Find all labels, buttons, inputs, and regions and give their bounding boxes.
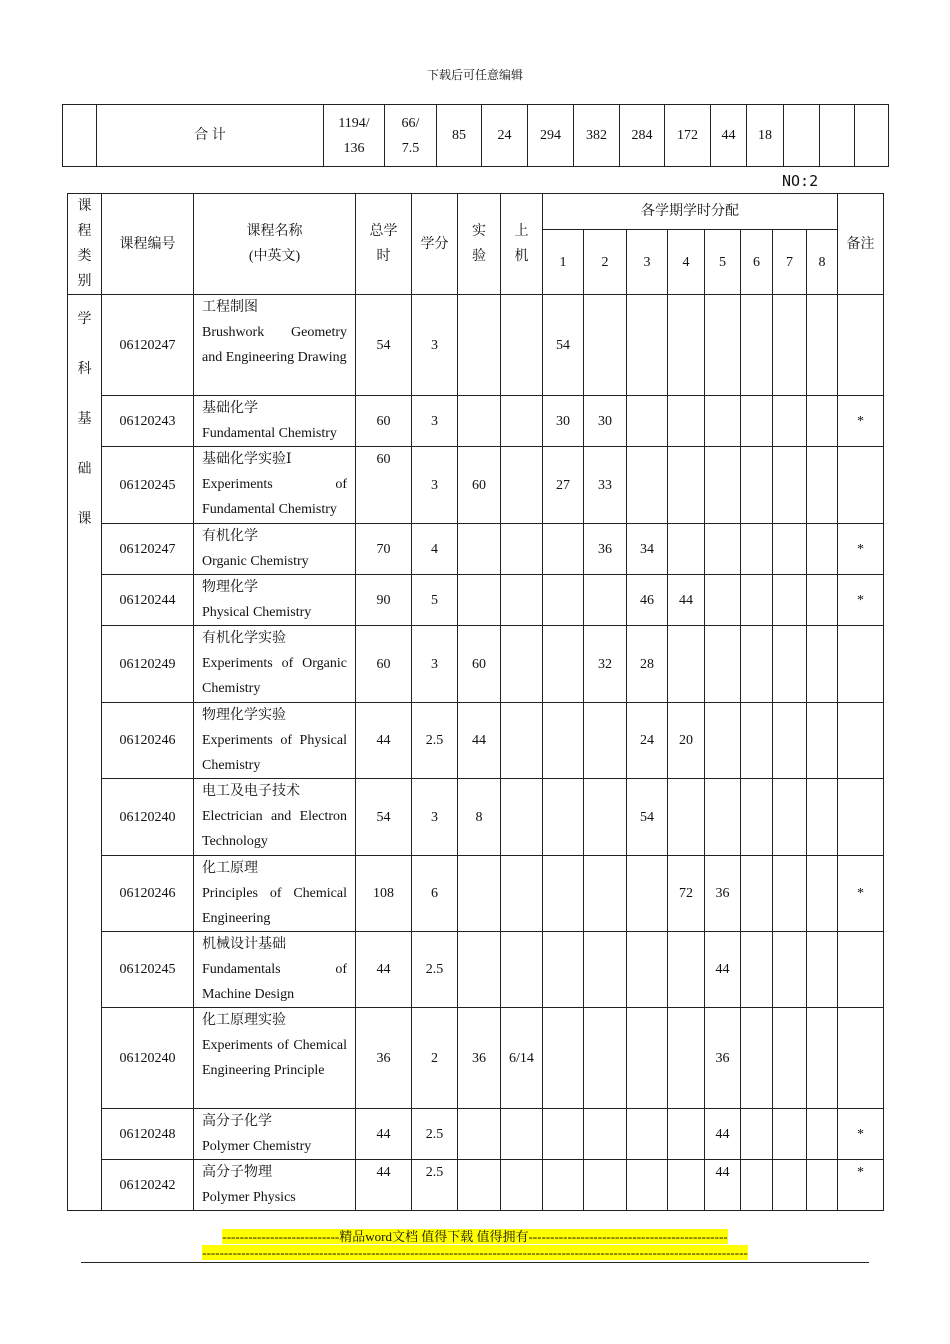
header-lab: 实 验	[458, 194, 501, 295]
course-s6	[741, 1008, 773, 1109]
course-lab	[458, 1160, 501, 1211]
course-s2	[584, 1008, 627, 1109]
course-name-cn: 基础化学实验Ⅰ	[202, 452, 292, 467]
course-name	[194, 856, 356, 932]
course-credit: 3	[412, 295, 458, 396]
course-s5	[705, 575, 741, 626]
course-s1	[543, 703, 584, 779]
course-remark	[838, 447, 884, 524]
course-s1	[543, 524, 584, 575]
course-name-cn: 基础化学	[202, 401, 258, 416]
totals-value: 382	[574, 105, 620, 167]
header-note: 下载后可任意编辑	[426, 68, 523, 82]
header-credit: 学分	[412, 194, 458, 295]
course-s7	[773, 703, 807, 779]
course-code: 06120246	[102, 703, 194, 779]
header-semester: 1	[543, 230, 584, 295]
header-semester: 5	[705, 230, 741, 295]
course-comp	[501, 575, 543, 626]
course-code: 06120244	[102, 575, 194, 626]
totals-value: 24	[482, 105, 528, 167]
table-row	[68, 295, 884, 396]
header-computer: 上 机	[501, 194, 543, 295]
course-name-cn: 机械设计基础	[202, 937, 286, 952]
course-lab	[458, 856, 501, 932]
course-s5	[705, 703, 741, 779]
table-row	[68, 1008, 884, 1109]
course-s6	[741, 1109, 773, 1160]
course-credit: 3	[412, 626, 458, 703]
course-name-en: Principles of Chemical Engineering	[202, 886, 347, 926]
header-category: 课 程 类 别	[68, 194, 102, 295]
course-s8	[807, 575, 838, 626]
table-row	[68, 447, 884, 524]
course-name-en: Physical Chemistry	[202, 605, 312, 620]
course-s3	[627, 1160, 668, 1211]
course-s3: 28	[627, 626, 668, 703]
course-hours: 44	[356, 703, 412, 779]
course-name-en: Experiments of Physical Chemistry	[202, 733, 347, 773]
header-semester: 6	[741, 230, 773, 295]
footer-divider	[81, 1262, 869, 1263]
totals-value	[855, 105, 889, 167]
table-row	[68, 524, 884, 575]
totals-value: 44	[711, 105, 747, 167]
course-s5	[705, 524, 741, 575]
header-semester-group: 各学期学时分配	[543, 194, 838, 230]
course-comp	[501, 856, 543, 932]
totals-row	[63, 105, 889, 167]
course-s5: 36	[705, 856, 741, 932]
course-lab	[458, 295, 501, 396]
course-s6	[741, 779, 773, 856]
course-code: 06120249	[102, 626, 194, 703]
course-name	[194, 703, 356, 779]
course-table	[67, 193, 884, 1211]
course-s7	[773, 1008, 807, 1109]
course-comp	[501, 1160, 543, 1211]
course-name	[194, 779, 356, 856]
course-hours: 60	[356, 626, 412, 703]
course-hours: 44	[356, 1109, 412, 1160]
course-s8	[807, 396, 838, 447]
course-hours: 60	[356, 447, 412, 524]
course-s5	[705, 396, 741, 447]
course-lab	[458, 396, 501, 447]
course-s4: 44	[668, 575, 705, 626]
course-name	[194, 447, 356, 524]
course-s6	[741, 932, 773, 1008]
course-comp	[501, 1109, 543, 1160]
course-lab: 44	[458, 703, 501, 779]
course-name-cn: 物理化学	[202, 580, 258, 595]
course-s7	[773, 295, 807, 396]
course-name-en: Organic Chemistry	[202, 554, 309, 569]
page-number: NO:2	[782, 172, 819, 190]
course-s3: 34	[627, 524, 668, 575]
totals-value: 85	[437, 105, 482, 167]
course-hours: 54	[356, 779, 412, 856]
course-remark: *	[838, 524, 884, 575]
course-credit: 2.5	[412, 1109, 458, 1160]
course-s4	[668, 1160, 705, 1211]
course-s1: 54	[543, 295, 584, 396]
course-hours: 44	[356, 1160, 412, 1211]
totals-hours: 1194/ 136	[324, 105, 385, 167]
course-s4	[668, 779, 705, 856]
course-credit: 3	[412, 396, 458, 447]
course-s6	[741, 1160, 773, 1211]
course-name-cn: 化工原理实验	[202, 1013, 286, 1028]
header-semester: 8	[807, 230, 838, 295]
course-s3	[627, 932, 668, 1008]
course-s1	[543, 1109, 584, 1160]
totals-value: 294	[528, 105, 574, 167]
totals-credits: 66/ 7.5	[385, 105, 437, 167]
course-s4	[668, 524, 705, 575]
category-cell: 学 科 基 础 课	[68, 295, 102, 1211]
course-name-cn: 化工原理	[202, 861, 258, 876]
course-s6	[741, 626, 773, 703]
course-name	[194, 524, 356, 575]
course-code: 06120240	[102, 1008, 194, 1109]
course-s2	[584, 295, 627, 396]
totals-empty-cell	[63, 105, 97, 167]
table-row	[68, 703, 884, 779]
course-s7	[773, 932, 807, 1008]
course-credit: 2	[412, 1008, 458, 1109]
course-hours: 108	[356, 856, 412, 932]
course-s2	[584, 856, 627, 932]
course-code: 06120246	[102, 856, 194, 932]
course-s7	[773, 626, 807, 703]
course-s5: 44	[705, 932, 741, 1008]
course-credit: 3	[412, 447, 458, 524]
course-name-cn: 有机化学	[202, 529, 258, 544]
course-remark	[838, 626, 884, 703]
course-lab: 60	[458, 447, 501, 524]
course-s1	[543, 626, 584, 703]
totals-value: 172	[665, 105, 711, 167]
course-comp	[501, 626, 543, 703]
course-s3	[627, 856, 668, 932]
table-row	[68, 626, 884, 703]
totals-value: 18	[747, 105, 784, 167]
course-s4	[668, 626, 705, 703]
header-semester: 7	[773, 230, 807, 295]
course-s1	[543, 575, 584, 626]
course-name	[194, 396, 356, 447]
course-s5: 44	[705, 1160, 741, 1211]
course-s1	[543, 856, 584, 932]
course-s5: 36	[705, 1008, 741, 1109]
course-code: 06120245	[102, 447, 194, 524]
course-s7	[773, 447, 807, 524]
course-s4	[668, 396, 705, 447]
course-s8	[807, 626, 838, 703]
course-hours: 60	[356, 396, 412, 447]
course-s7	[773, 779, 807, 856]
course-remark: *	[838, 1160, 884, 1211]
header-semester: 2	[584, 230, 627, 295]
course-name	[194, 1109, 356, 1160]
course-s7	[773, 856, 807, 932]
course-hours: 44	[356, 932, 412, 1008]
course-s2	[584, 703, 627, 779]
course-s3	[627, 396, 668, 447]
course-s3: 24	[627, 703, 668, 779]
course-name-en: Polymer Chemistry	[202, 1139, 312, 1154]
course-s2: 36	[584, 524, 627, 575]
course-remark: *	[838, 396, 884, 447]
course-name-cn: 高分子物理	[202, 1165, 272, 1180]
course-comp	[501, 524, 543, 575]
course-name-en: Experiments of Fundamental Chemistry	[202, 477, 347, 517]
course-credit: 2.5	[412, 932, 458, 1008]
course-credit: 5	[412, 575, 458, 626]
course-s6	[741, 447, 773, 524]
course-lab	[458, 1109, 501, 1160]
course-code: 06120247	[102, 524, 194, 575]
course-name-en: Experiments of Chemical Engineering Principle	[202, 1038, 347, 1078]
course-lab	[458, 932, 501, 1008]
header-remark: 备注	[838, 194, 884, 295]
table-row	[68, 575, 884, 626]
course-name-en: Fundamentals of Machine Design	[202, 962, 347, 1002]
course-s4	[668, 295, 705, 396]
course-s5	[705, 447, 741, 524]
course-s8	[807, 856, 838, 932]
course-name	[194, 626, 356, 703]
course-s2	[584, 1109, 627, 1160]
course-remark	[838, 1008, 884, 1109]
course-s8	[807, 703, 838, 779]
course-s3	[627, 295, 668, 396]
course-lab	[458, 575, 501, 626]
course-credit: 2.5	[412, 703, 458, 779]
course-name-cn: 电工及电子技术	[202, 784, 300, 799]
course-name-en: Experiments of Organic Chemistry	[202, 656, 347, 696]
course-s2	[584, 575, 627, 626]
course-s3	[627, 1008, 668, 1109]
course-s3: 54	[627, 779, 668, 856]
course-comp	[501, 295, 543, 396]
course-comp	[501, 447, 543, 524]
course-remark	[838, 703, 884, 779]
table-row	[68, 396, 884, 447]
header-semester: 3	[627, 230, 668, 295]
course-s1: 30	[543, 396, 584, 447]
course-s4	[668, 1109, 705, 1160]
table-row	[68, 779, 884, 856]
course-s2: 30	[584, 396, 627, 447]
course-s8	[807, 1109, 838, 1160]
totals-table	[62, 104, 889, 167]
course-s7	[773, 1160, 807, 1211]
header-name: 课程名称 (中英文)	[194, 194, 356, 295]
course-hours: 70	[356, 524, 412, 575]
course-code: 06120242	[102, 1160, 194, 1211]
table-row	[68, 1109, 884, 1160]
course-lab	[458, 524, 501, 575]
course-lab: 8	[458, 779, 501, 856]
course-remark	[838, 932, 884, 1008]
course-comp	[501, 396, 543, 447]
header-row-1	[68, 194, 884, 230]
header-hours: 总学 时	[356, 194, 412, 295]
course-s2	[584, 932, 627, 1008]
course-name-cn: 有机化学实验	[202, 631, 286, 646]
course-comp	[501, 703, 543, 779]
course-name-cn: 物理化学实验	[202, 708, 286, 723]
course-s7	[773, 575, 807, 626]
course-s7	[773, 396, 807, 447]
course-code: 06120248	[102, 1109, 194, 1160]
course-remark: *	[838, 575, 884, 626]
course-hours: 90	[356, 575, 412, 626]
course-s8	[807, 779, 838, 856]
course-remark	[838, 295, 884, 396]
course-s2: 33	[584, 447, 627, 524]
course-name	[194, 295, 356, 396]
course-hours: 54	[356, 295, 412, 396]
course-name-cn: 高分子化学	[202, 1114, 272, 1129]
course-remark	[838, 779, 884, 856]
course-comp	[501, 932, 543, 1008]
course-name	[194, 1160, 356, 1211]
totals-value: 284	[620, 105, 665, 167]
course-name-en: Brushwork Geometry and Engineering Drawing	[202, 325, 347, 365]
course-s4: 72	[668, 856, 705, 932]
course-s4: 20	[668, 703, 705, 779]
course-s8	[807, 1160, 838, 1211]
course-s8	[807, 1008, 838, 1109]
course-s2	[584, 779, 627, 856]
course-s8	[807, 295, 838, 396]
course-credit: 6	[412, 856, 458, 932]
table-row	[68, 856, 884, 932]
footer-line-2: ------------------------------------------------------------------------------------------------------------------------------	[202, 1245, 748, 1260]
footer-banner	[0, 1229, 950, 1261]
course-s8	[807, 447, 838, 524]
course-lab: 60	[458, 626, 501, 703]
course-name	[194, 932, 356, 1008]
course-s6	[741, 856, 773, 932]
footer-line-1: ---------------------------精品word文档 值得下载 值得拥有----------------------------------------------	[222, 1229, 728, 1244]
totals-value	[784, 105, 820, 167]
course-s5	[705, 626, 741, 703]
course-remark: *	[838, 1109, 884, 1160]
course-s5: 44	[705, 1109, 741, 1160]
course-s8	[807, 932, 838, 1008]
course-name-en: Fundamental Chemistry	[202, 426, 337, 441]
course-s8	[807, 524, 838, 575]
course-s1	[543, 1160, 584, 1211]
course-s6	[741, 703, 773, 779]
course-s6	[741, 575, 773, 626]
course-credit: 4	[412, 524, 458, 575]
course-s3	[627, 1109, 668, 1160]
course-s2	[584, 1160, 627, 1211]
course-code: 06120243	[102, 396, 194, 447]
header-code: 课程编号	[102, 194, 194, 295]
course-s4	[668, 1008, 705, 1109]
course-s6	[741, 524, 773, 575]
course-s7	[773, 524, 807, 575]
course-s4	[668, 932, 705, 1008]
course-comp	[501, 779, 543, 856]
course-code: 06120245	[102, 932, 194, 1008]
course-s6	[741, 295, 773, 396]
course-hours: 36	[356, 1008, 412, 1109]
course-s3	[627, 447, 668, 524]
course-s1	[543, 779, 584, 856]
course-s5	[705, 295, 741, 396]
course-code: 06120240	[102, 779, 194, 856]
course-name-cn: 工程制图	[202, 300, 258, 315]
course-comp: 6/14	[501, 1008, 543, 1109]
course-s4	[668, 447, 705, 524]
table-row	[68, 932, 884, 1008]
course-credit: 3	[412, 779, 458, 856]
course-remark: *	[838, 856, 884, 932]
course-credit: 2.5	[412, 1160, 458, 1211]
course-name	[194, 575, 356, 626]
course-s3: 46	[627, 575, 668, 626]
header-semester: 4	[668, 230, 705, 295]
course-s2: 32	[584, 626, 627, 703]
course-s7	[773, 1109, 807, 1160]
course-name-en: Electrician and Electron Technology	[202, 809, 347, 849]
course-name	[194, 1008, 356, 1109]
table-row	[68, 1160, 884, 1211]
course-s1	[543, 932, 584, 1008]
totals-label: 合 计	[97, 105, 324, 167]
course-code: 06120247	[102, 295, 194, 396]
course-lab: 36	[458, 1008, 501, 1109]
totals-value	[820, 105, 855, 167]
course-name-en: Polymer Physics	[202, 1190, 296, 1205]
course-s1: 27	[543, 447, 584, 524]
course-s1	[543, 1008, 584, 1109]
course-s5	[705, 779, 741, 856]
course-s6	[741, 396, 773, 447]
